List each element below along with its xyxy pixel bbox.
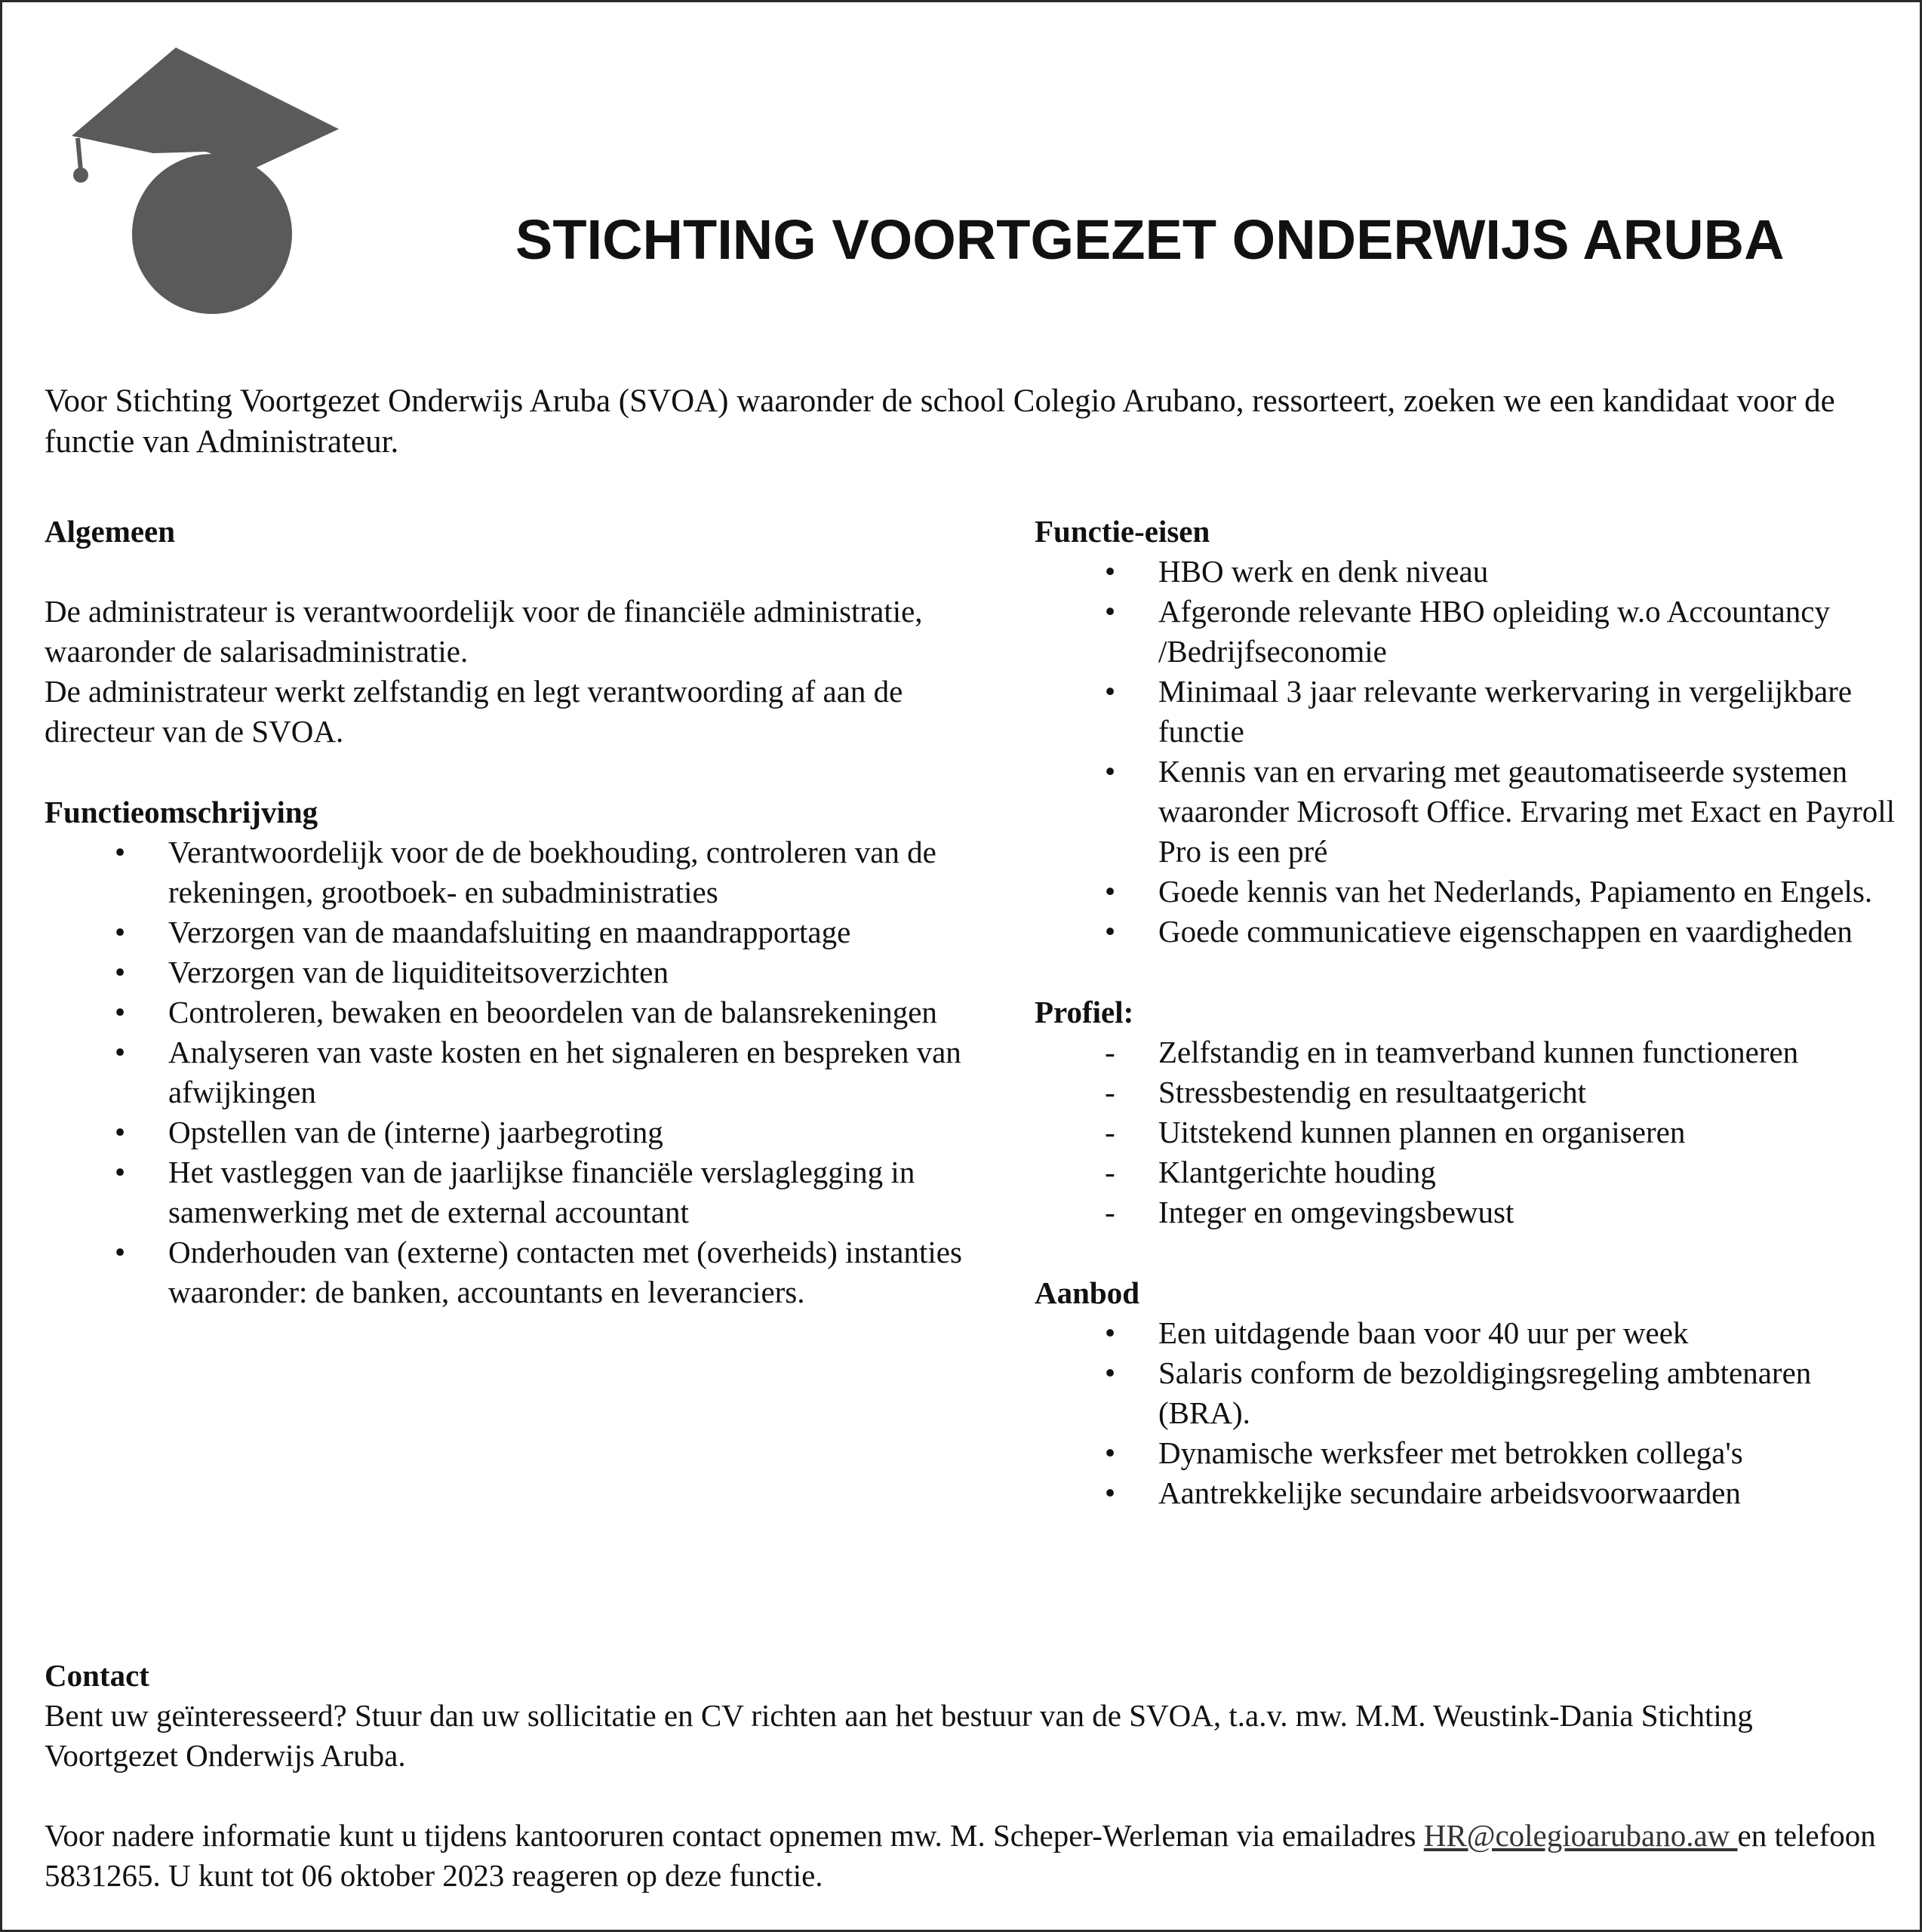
bullet-icon: • [114, 915, 126, 949]
list-item: • Analyseren van vaste kosten en het signaleren en bespreken van afwijkingen [45, 1032, 1018, 1112]
list-item: • Onderhouden van (externe) contacten met (overheids) instanties waaronder: de banken, accountants en leveranciers. [45, 1232, 1018, 1312]
bullet-icon: • [1104, 914, 1116, 949]
dash-icon: - [1105, 1195, 1115, 1229]
list-item: - Uitstekend kunnen plannen en organiseren [1035, 1112, 1902, 1152]
list-item: • Een uitdagende baan voor 40 uur per week [1035, 1313, 1902, 1353]
bullet-icon: • [1104, 754, 1116, 789]
functieomschrijving-list [45, 832, 1018, 1312]
email-link[interactable]: HR@colegioarubano.aw [1423, 1818, 1738, 1853]
section-heading-functieomschrijving: Functieomschrijving [45, 795, 318, 829]
list-item: • Aantrekkelijke secundaire arbeidsvoorwaarden [1035, 1473, 1902, 1513]
bullet-icon: • [1104, 1435, 1116, 1470]
list-item: • Opstellen van de (interne) jaarbegroting [45, 1112, 1018, 1152]
list-item: • Minimaal 3 jaar relevante werkervaring in vergelijkbare functie [1035, 672, 1902, 752]
list-item: • HBO werk en denk niveau [1035, 552, 1902, 592]
dash-icon: - [1105, 1075, 1115, 1109]
contact-section [45, 1655, 1886, 1896]
section-heading-profiel: Profiel: [1035, 995, 1134, 1029]
bullet-icon: • [1104, 874, 1116, 909]
bullet-icon: • [114, 1155, 126, 1189]
section-heading-algemeen: Algemeen [45, 514, 176, 549]
list-item: • Goede kennis van het Nederlands, Papiamento en Engels. [1035, 872, 1902, 912]
profiel-list [1035, 1032, 1902, 1232]
list-item: • Dynamische werksfeer met betrokken collega's [1035, 1433, 1902, 1473]
bullet-icon: • [114, 1235, 126, 1269]
section-heading-functie-eisen: Functie-eisen [1035, 514, 1210, 549]
algemeen-paragraph-1: De administrateur is verantwoordelijk voor de financiële administratie, waaronder de salarisadministratie. [45, 594, 923, 669]
list-item: • Verantwoordelijk voor de de boekhouding, controleren van de rekeningen, grootboek- en subadministraties [45, 832, 1018, 912]
list-item: • Kennis van en ervaring met geautomatiseerde systemen waaronder Microsoft Office. Ervaring met Exact en Payroll Pro is een pré [1035, 752, 1902, 872]
list-item: • Afgeronde relevante HBO opleiding w.o Accountancy /Bedrijfseconomie [1035, 592, 1902, 672]
left-column [45, 511, 1018, 1312]
bullet-icon: • [1104, 594, 1116, 629]
contact-paragraph-1: Bent uw geïnteresseerd? Stuur dan uw sollicitatie en CV richten aan het bestuur van de SVOA, t.a.v. mw. M.M. Weustink-Dania Stichting Voortgezet Onderwijs Aruba. [45, 1698, 1753, 1773]
aanbod-list [1035, 1313, 1902, 1513]
list-item: • Verzorgen van de liquiditeitsoverzichten [45, 952, 1018, 992]
list-item: • Verzorgen van de maandafsluiting en maandrapportage [45, 912, 1018, 952]
list-item: - Zelfstandig en in teamverband kunnen functioneren [1035, 1032, 1902, 1072]
contact-paragraph-2: Voor nadere informatie kunt u tijdens kantooruren contact opnemen mw. M. Scheper-Werleman via emailadres HR@colegioarubano.aw en telefoon 5831265. U kunt tot 06 oktober 2023 reageren op deze functie. [45, 1818, 1876, 1893]
bullet-icon: • [1104, 674, 1116, 709]
list-item: - Stressbestendig en resultaatgericht [1035, 1072, 1902, 1112]
organization-title: STICHTING VOORTGEZET ONDERWIJS ARUBA [515, 208, 1785, 271]
bullet-icon: • [1104, 1475, 1116, 1510]
list-item: • Salaris conform de bezoldigingsregeling ambtenaren (BRA). [1035, 1353, 1902, 1433]
graduation-cap-icon [38, 40, 355, 327]
algemeen-paragraph-2: De administrateur werkt zelfstandig en legt verantwoording af aan de directeur van de SVOA. [45, 674, 903, 749]
list-item: • Goede communicatieve eigenschappen en vaardigheden [1035, 912, 1902, 952]
dash-icon: - [1105, 1035, 1115, 1069]
list-item: - Klantgerichte houding [1035, 1152, 1902, 1192]
functie-eisen-list [1035, 552, 1902, 952]
list-item: • Controleren, bewaken en beoordelen van de balansrekeningen [45, 992, 1018, 1032]
bullet-icon: • [114, 955, 126, 989]
list-item: • Het vastleggen van de jaarlijkse financiële verslaglegging in samenwerking met de external accountant [45, 1152, 1018, 1232]
section-heading-aanbod: Aanbod [1035, 1275, 1140, 1310]
section-heading-contact: Contact [45, 1658, 149, 1693]
dash-icon: - [1105, 1155, 1115, 1189]
bullet-icon: • [1104, 1355, 1116, 1390]
bullet-icon: • [114, 835, 126, 869]
list-item: - Integer en omgevingsbewust [1035, 1192, 1902, 1232]
dash-icon: - [1105, 1115, 1115, 1149]
right-column [1035, 511, 1902, 1513]
bullet-icon: • [114, 1115, 126, 1149]
bullet-icon: • [114, 1035, 126, 1069]
bullet-icon: • [1104, 1315, 1116, 1350]
intro-paragraph: Voor Stichting Voortgezet Onderwijs Aruba (SVOA) waaronder de school Colegio Arubano, ressorteert, zoeken we een kandidaat voor de functie van Administrateur. [45, 383, 1835, 460]
bullet-icon: • [114, 995, 126, 1029]
bullet-icon: • [1104, 554, 1116, 589]
